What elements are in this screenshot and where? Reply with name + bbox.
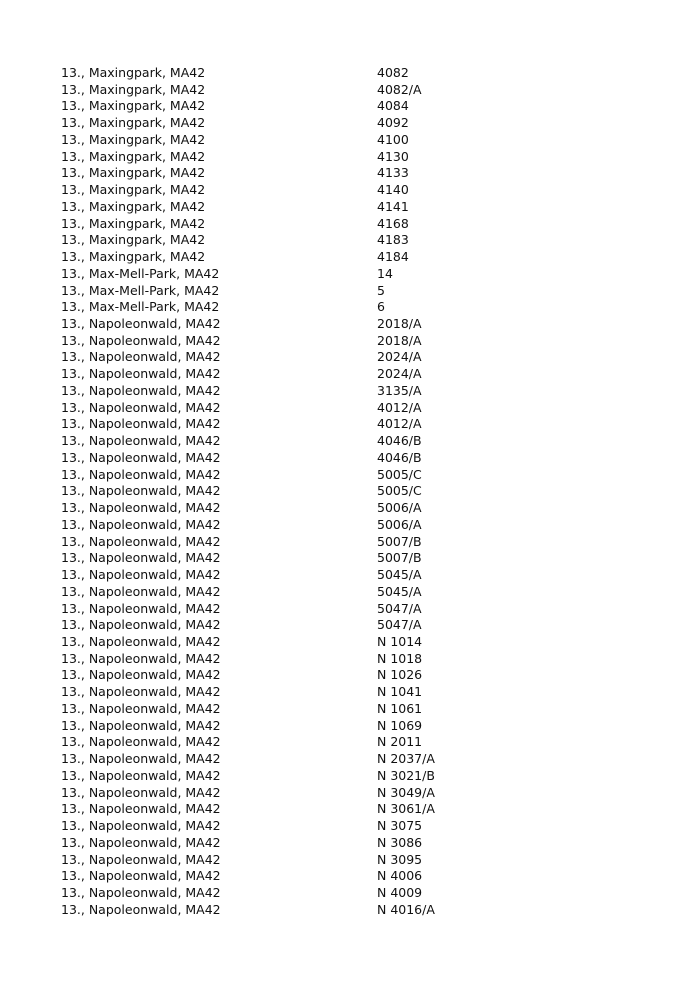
number-cell: 6 bbox=[377, 299, 385, 315]
table-row bbox=[61, 550, 497, 567]
table-row bbox=[61, 718, 497, 735]
location-cell: 13., Napoleonwald, MA42 bbox=[61, 901, 221, 917]
table-row bbox=[61, 818, 497, 835]
table-row bbox=[61, 500, 497, 517]
location-cell: 13., Maxingpark, MA42 bbox=[61, 182, 206, 198]
location-cell: 13., Max-Mell-Park, MA42 bbox=[61, 299, 220, 315]
number-cell: N 4006 bbox=[377, 868, 423, 884]
number-cell: 4012/A bbox=[377, 416, 422, 432]
table-row bbox=[61, 283, 497, 300]
number-cell: 5007/B bbox=[377, 550, 422, 566]
table-row bbox=[61, 132, 497, 149]
location-cell: 13., Maxingpark, MA42 bbox=[61, 198, 206, 214]
table-row bbox=[61, 667, 497, 684]
number-cell: 14 bbox=[377, 265, 393, 281]
table-row bbox=[61, 617, 497, 634]
number-cell: 5006/A bbox=[377, 516, 422, 532]
table-row bbox=[61, 902, 497, 919]
number-cell: 5045/A bbox=[377, 567, 422, 583]
number-cell: 3135/A bbox=[377, 382, 422, 398]
table-body bbox=[61, 65, 497, 918]
number-cell: 2018/A bbox=[377, 316, 422, 332]
location-cell: 13., Max-Mell-Park, MA42 bbox=[61, 265, 220, 281]
number-cell: N 3095 bbox=[377, 851, 423, 867]
table-row bbox=[61, 734, 497, 751]
location-cell: 13., Napoleonwald, MA42 bbox=[61, 684, 221, 700]
number-cell: N 1069 bbox=[377, 717, 423, 733]
number-cell: 5 bbox=[377, 282, 385, 298]
number-cell: 4092 bbox=[377, 115, 409, 131]
table-row bbox=[61, 115, 497, 132]
number-cell: 4140 bbox=[377, 182, 409, 198]
number-cell: N 3021/B bbox=[377, 767, 435, 783]
location-cell: 13., Napoleonwald, MA42 bbox=[61, 617, 221, 633]
location-cell: 13., Maxingpark, MA42 bbox=[61, 165, 206, 181]
location-cell: 13., Napoleonwald, MA42 bbox=[61, 700, 221, 716]
location-cell: 13., Napoleonwald, MA42 bbox=[61, 650, 221, 666]
location-cell: 13., Napoleonwald, MA42 bbox=[61, 433, 221, 449]
location-cell: 13., Maxingpark, MA42 bbox=[61, 98, 206, 114]
table-row bbox=[61, 517, 497, 534]
location-cell: 13., Maxingpark, MA42 bbox=[61, 115, 206, 131]
table-row bbox=[61, 885, 497, 902]
location-cell: 13., Napoleonwald, MA42 bbox=[61, 449, 221, 465]
location-cell: 13., Maxingpark, MA42 bbox=[61, 81, 206, 97]
location-cell: 13., Maxingpark, MA42 bbox=[61, 232, 206, 248]
number-cell: 4082 bbox=[377, 65, 409, 80]
location-cell: 13., Maxingpark, MA42 bbox=[61, 215, 206, 231]
location-cell: 13., Napoleonwald, MA42 bbox=[61, 818, 221, 834]
number-cell: 2024/A bbox=[377, 366, 422, 382]
table-row bbox=[61, 98, 497, 115]
number-cell: 4082/A bbox=[377, 81, 422, 97]
number-cell: 5006/A bbox=[377, 500, 422, 516]
number-cell: 4100 bbox=[377, 131, 409, 147]
location-cell: 13., Napoleonwald, MA42 bbox=[61, 667, 221, 683]
location-cell: 13., Napoleonwald, MA42 bbox=[61, 466, 221, 482]
location-cell: 13., Napoleonwald, MA42 bbox=[61, 349, 221, 365]
number-cell: N 3049/A bbox=[377, 784, 435, 800]
table-row bbox=[61, 433, 497, 450]
number-cell: 5045/A bbox=[377, 583, 422, 599]
table-row bbox=[61, 751, 497, 768]
number-cell: N 1018 bbox=[377, 650, 423, 666]
location-cell: 13., Napoleonwald, MA42 bbox=[61, 717, 221, 733]
number-cell: 4184 bbox=[377, 249, 409, 265]
location-cell: 13., Napoleonwald, MA42 bbox=[61, 550, 221, 566]
number-cell: N 1041 bbox=[377, 684, 423, 700]
location-cell: 13., Napoleonwald, MA42 bbox=[61, 583, 221, 599]
number-cell: 4046/B bbox=[377, 433, 422, 449]
table-row bbox=[61, 383, 497, 400]
table-row bbox=[61, 467, 497, 484]
number-cell: N 3075 bbox=[377, 818, 423, 834]
location-cell: 13., Maxingpark, MA42 bbox=[61, 148, 206, 164]
table-row bbox=[61, 534, 497, 551]
table-row bbox=[61, 768, 497, 785]
number-cell: 2018/A bbox=[377, 332, 422, 348]
number-cell: 5047/A bbox=[377, 617, 422, 633]
table-row bbox=[61, 684, 497, 701]
location-cell: 13., Napoleonwald, MA42 bbox=[61, 801, 221, 817]
table-row bbox=[61, 785, 497, 802]
location-cell: 13., Napoleonwald, MA42 bbox=[61, 851, 221, 867]
table-row bbox=[61, 483, 497, 500]
location-cell: 13., Maxingpark, MA42 bbox=[61, 249, 206, 265]
number-cell: N 4009 bbox=[377, 884, 423, 900]
document-table bbox=[61, 65, 497, 918]
table-row bbox=[61, 249, 497, 266]
location-cell: 13., Napoleonwald, MA42 bbox=[61, 734, 221, 750]
table-row bbox=[61, 584, 497, 601]
number-cell: 4012/A bbox=[377, 399, 422, 415]
table-row bbox=[61, 634, 497, 651]
table-row bbox=[61, 216, 497, 233]
table-row bbox=[61, 366, 497, 383]
location-cell: 13., Napoleonwald, MA42 bbox=[61, 500, 221, 516]
location-cell: 13., Napoleonwald, MA42 bbox=[61, 516, 221, 532]
location-cell: 13., Napoleonwald, MA42 bbox=[61, 600, 221, 616]
number-cell: 4183 bbox=[377, 232, 409, 248]
number-cell: N 3086 bbox=[377, 834, 423, 850]
location-cell: 13., Napoleonwald, MA42 bbox=[61, 834, 221, 850]
table-row bbox=[61, 651, 497, 668]
table-row bbox=[61, 182, 497, 199]
location-cell: 13., Napoleonwald, MA42 bbox=[61, 633, 221, 649]
table-row bbox=[61, 701, 497, 718]
number-cell: 4133 bbox=[377, 165, 409, 181]
number-cell: 4084 bbox=[377, 98, 409, 114]
table-row bbox=[61, 82, 497, 99]
table-row bbox=[61, 868, 497, 885]
number-cell: 4130 bbox=[377, 148, 409, 164]
table-row bbox=[61, 349, 497, 366]
number-cell: 5047/A bbox=[377, 600, 422, 616]
table-row bbox=[61, 801, 497, 818]
location-cell: 13., Max-Mell-Park, MA42 bbox=[61, 282, 220, 298]
number-cell: N 1061 bbox=[377, 700, 423, 716]
number-cell: N 2037/A bbox=[377, 751, 435, 767]
location-cell: 13., Napoleonwald, MA42 bbox=[61, 483, 221, 499]
table-row bbox=[61, 266, 497, 283]
location-cell: 13., Napoleonwald, MA42 bbox=[61, 399, 221, 415]
location-cell: 13., Napoleonwald, MA42 bbox=[61, 382, 221, 398]
number-cell: 5005/C bbox=[377, 483, 422, 499]
location-cell: 13., Napoleonwald, MA42 bbox=[61, 533, 221, 549]
table-row bbox=[61, 835, 497, 852]
table-row bbox=[61, 333, 497, 350]
location-cell: 13., Napoleonwald, MA42 bbox=[61, 784, 221, 800]
location-cell: 13., Napoleonwald, MA42 bbox=[61, 751, 221, 767]
number-cell: 5005/C bbox=[377, 466, 422, 482]
table-row bbox=[61, 567, 497, 584]
location-cell: 13., Napoleonwald, MA42 bbox=[61, 884, 221, 900]
location-cell: 13., Napoleonwald, MA42 bbox=[61, 868, 221, 884]
location-cell: 13., Napoleonwald, MA42 bbox=[61, 332, 221, 348]
table-row bbox=[61, 165, 497, 182]
location-cell: 13., Maxingpark, MA42 bbox=[61, 131, 206, 147]
table-row bbox=[61, 450, 497, 467]
table-row bbox=[61, 400, 497, 417]
number-cell: 4046/B bbox=[377, 449, 422, 465]
number-cell: 5007/B bbox=[377, 533, 422, 549]
location-cell: 13., Napoleonwald, MA42 bbox=[61, 567, 221, 583]
number-cell: N 3061/A bbox=[377, 801, 435, 817]
table-row bbox=[61, 416, 497, 433]
number-cell: N 2011 bbox=[377, 734, 423, 750]
table-row bbox=[61, 601, 497, 618]
table-row bbox=[61, 232, 497, 249]
number-cell: 4141 bbox=[377, 198, 409, 214]
location-cell: 13., Napoleonwald, MA42 bbox=[61, 366, 221, 382]
table-row bbox=[61, 316, 497, 333]
location-cell: 13., Maxingpark, MA42 bbox=[61, 65, 206, 80]
table-row bbox=[61, 299, 497, 316]
table-row bbox=[61, 149, 497, 166]
number-cell: N 1014 bbox=[377, 633, 423, 649]
table-row bbox=[61, 199, 497, 216]
table-row bbox=[61, 65, 497, 82]
table-row bbox=[61, 852, 497, 869]
location-cell: 13., Napoleonwald, MA42 bbox=[61, 416, 221, 432]
number-cell: 2024/A bbox=[377, 349, 422, 365]
number-cell: N 1026 bbox=[377, 667, 423, 683]
number-cell: 4168 bbox=[377, 215, 409, 231]
location-cell: 13., Napoleonwald, MA42 bbox=[61, 767, 221, 783]
number-cell: N 4016/A bbox=[377, 901, 435, 917]
location-cell: 13., Napoleonwald, MA42 bbox=[61, 316, 221, 332]
